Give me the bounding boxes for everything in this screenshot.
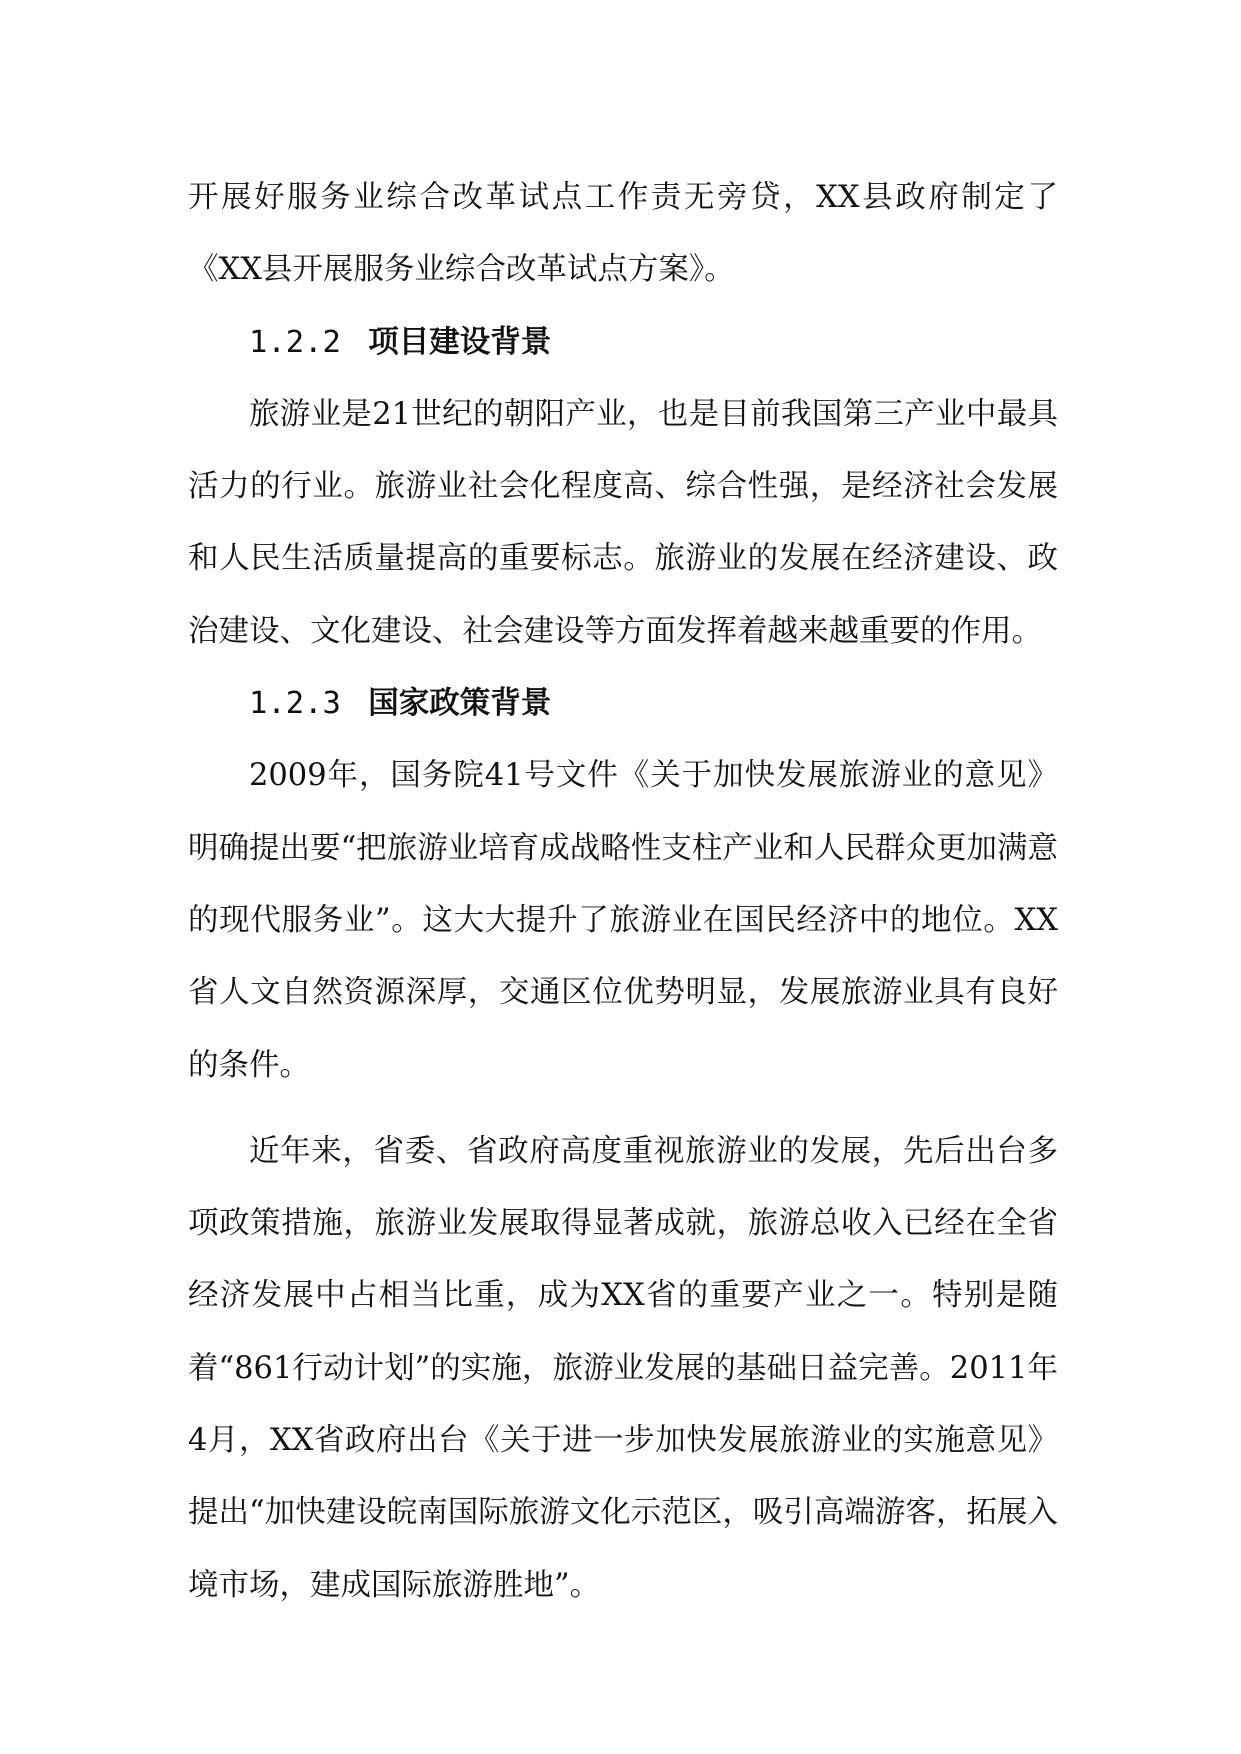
section-title: 项目建设背景 [368,324,552,360]
policy-2009-paragraph: 2009年，国务院41号文件《关于加快发展旅游业的意见》明确提出要“把旅游业培育成战略性支柱产业和人民群众更加满意的现代服务业”。这大大提升了旅游业在国民经济中的地位。XX省人文自然资源深厚，交通区位优势明显，发展旅游业具有良好的条件。 [188,758,1058,1083]
section-heading-1-2-3 [188,668,1058,740]
section-heading-1-2-2 [188,307,1058,379]
recent-policy-paragraph: 近年来，省委、省政府高度重视旅游业的发展，先后出台多项政策措施，旅游业发展取得显著成就，旅游总收入已经在全省经济发展中占相当比重，成为XX省的重要产业之一。特别是随着“861行动计划”的实施，旅游业发展的基础日益完善。2011年4月，XX省政府出台《关于进一步加快发展旅游业的实施意见》提出“加快建设皖南国际旅游文化示范区，吸引高端游客，拓展入境市场，建成国际旅游胜地”。 [188,1133,1058,1603]
section-number: 1.2.2 [249,324,341,360]
tourism-paragraph: 旅游业是21世纪的朝阳产业，也是目前我国第三产业中最具活力的行业。旅游业社会化程度高、综合性强，是经济社会发展和人民生活质量提高的重要标志。旅游业的发展在经济建设、政治建设、文化建设、社会建设等方面发挥着越来越重要的作用。 [188,396,1058,649]
intro-paragraph: 开展好服务业综合改革试点工作责无旁贷，XX县政府制定了《XX县开展服务业综合改革试点方案》。 [188,180,1058,288]
document-body [188,162,1058,1622]
section-title: 国家政策背景 [368,686,552,722]
section-number: 1.2.3 [249,686,341,722]
